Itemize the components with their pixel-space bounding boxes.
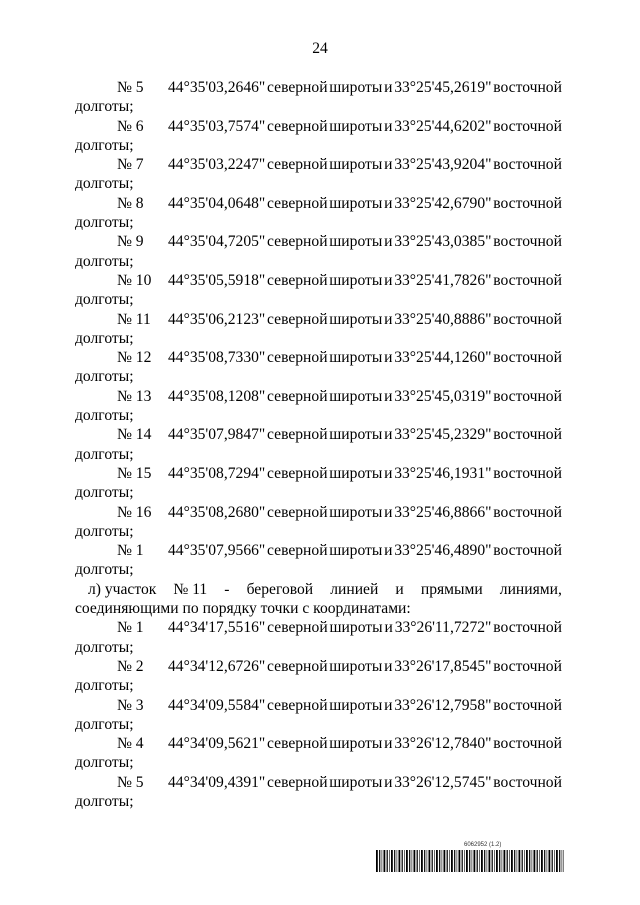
barcode-bar <box>449 850 450 872</box>
point-coordinates <box>168 503 562 522</box>
coordinate-word: северной <box>267 117 328 135</box>
page-number: 24 <box>312 40 328 57</box>
coordinate-word: широты <box>329 735 383 753</box>
point-coordinates <box>168 117 562 136</box>
point-number: № 10 <box>117 271 152 289</box>
coordinate-word: 33°25'43,9204" <box>394 156 492 174</box>
coordinate-word: 33°26'12,5745" <box>394 773 492 791</box>
point-number: № 1 <box>117 542 144 560</box>
barcode-bar <box>429 850 431 872</box>
coordinate-entry <box>75 541 562 580</box>
barcode-bar <box>552 850 553 872</box>
coordinate-word: 44°34'17,5516" <box>168 619 266 637</box>
point-number: № 7 <box>117 156 144 174</box>
coordinate-tail: долготы; <box>75 715 134 733</box>
coordinate-entry <box>75 657 562 696</box>
coordinate-word: широты <box>329 156 383 174</box>
barcode-bar <box>462 850 463 872</box>
coordinate-tail: долготы; <box>75 291 134 309</box>
coordinate-word: 44°34'09,4391" <box>168 773 266 791</box>
coordinate-entry <box>75 155 562 194</box>
coordinate-line <box>75 541 562 560</box>
coordinate-tail: долготы; <box>75 792 134 810</box>
coordinate-tail: долготы; <box>75 522 134 540</box>
barcode-bar <box>457 850 458 872</box>
coordinate-line <box>75 425 562 444</box>
coordinate-word: и <box>384 156 393 174</box>
barcode-bar <box>447 850 448 872</box>
barcode-bar <box>379 850 380 872</box>
coordinate-line <box>75 348 562 367</box>
coordinate-word: 33°25'44,6202" <box>394 117 492 135</box>
barcode-bar <box>532 850 533 872</box>
document-code: 6062952 (1.2) <box>464 842 502 848</box>
barcode-bar <box>474 850 476 872</box>
coordinate-word: 44°35'06,2123" <box>168 310 266 328</box>
point-coordinates <box>168 271 562 290</box>
coordinate-word: 44°35'08,2680" <box>168 503 266 521</box>
coordinate-entry <box>75 194 562 233</box>
point-number: № 12 <box>117 349 152 367</box>
coordinate-line <box>75 78 562 97</box>
coordinate-word: северной <box>267 156 328 174</box>
coordinate-tail: долготы; <box>75 175 134 193</box>
coordinate-word: восточной <box>493 464 562 482</box>
coordinate-word: 33°25'43,0385" <box>394 233 492 251</box>
barcode-bar <box>464 850 465 872</box>
coordinate-entry <box>75 425 562 464</box>
coordinate-line <box>75 773 562 792</box>
coordinate-word: 33°26'11,7272" <box>394 619 492 637</box>
barcode-bar <box>522 850 523 872</box>
coordinate-word: 33°25'45,2619" <box>394 79 492 96</box>
barcode-bar <box>489 850 491 872</box>
coordinate-word: 33°25'46,1931" <box>394 464 492 482</box>
paragraph-word: прямыми <box>420 580 483 598</box>
coordinate-line <box>75 194 562 213</box>
coordinate-word: 33°26'17,8545" <box>394 657 492 675</box>
barcode-bar <box>481 850 483 872</box>
coordinate-word: северной <box>267 194 328 212</box>
coordinate-word: северной <box>267 696 328 714</box>
coordinate-word: широты <box>329 619 383 637</box>
coordinate-word: северной <box>267 503 328 521</box>
barcode-bar <box>444 850 446 872</box>
barcode-bar <box>376 850 378 872</box>
coordinate-word: восточной <box>493 310 562 328</box>
coordinate-word: 33°25'40,8886" <box>394 310 492 328</box>
barcode-bar <box>419 850 420 872</box>
paragraph-word: л) участок <box>88 580 157 598</box>
coordinate-line <box>75 464 562 483</box>
point-coordinates <box>168 387 562 406</box>
barcode-bar <box>499 850 500 872</box>
coordinate-word: 44°35'03,2247" <box>168 156 266 174</box>
point-coordinates <box>168 696 562 715</box>
coordinate-word: 33°25'46,4890" <box>394 542 492 560</box>
coordinate-word: северной <box>267 735 328 753</box>
barcode-bar <box>394 850 395 872</box>
coordinate-word: 33°25'42,6790" <box>394 194 492 212</box>
coordinate-word: восточной <box>493 233 562 251</box>
coordinate-entry <box>75 310 562 349</box>
barcode-bar <box>547 850 548 872</box>
coordinate-word: и <box>384 310 393 328</box>
coordinate-word: широты <box>329 349 383 367</box>
barcode-bar <box>384 850 386 872</box>
barcode-bar <box>479 850 480 872</box>
coordinate-word: широты <box>329 233 383 251</box>
coordinate-word: и <box>384 79 393 96</box>
point-number: № 2 <box>117 657 144 675</box>
paragraph-word: и <box>395 580 404 598</box>
coordinate-word: и <box>384 773 393 791</box>
barcode-bar <box>564 850 565 872</box>
point-coordinates <box>168 232 562 251</box>
barcode-bar <box>451 850 453 872</box>
coordinate-word: 44°35'04,7205" <box>168 233 266 251</box>
coordinate-entry <box>75 232 562 271</box>
point-coordinates <box>168 78 562 97</box>
coordinate-word: восточной <box>493 503 562 521</box>
barcode-bar <box>391 850 393 872</box>
point-number: № 8 <box>117 194 144 212</box>
plot-paragraph <box>75 580 562 619</box>
coordinate-word: 33°25'45,2329" <box>394 426 492 444</box>
coordinate-word: и <box>384 349 393 367</box>
coordinate-word: 44°35'05,5918" <box>168 271 266 289</box>
barcode-bar <box>554 850 555 872</box>
barcode-bar <box>487 850 488 872</box>
barcode-bar <box>472 850 473 872</box>
coordinate-entry <box>75 117 562 156</box>
barcode-bar <box>436 850 438 872</box>
coordinate-word: и <box>384 117 393 135</box>
coordinate-list-group-1 <box>75 78 562 580</box>
point-number: № 16 <box>117 503 152 521</box>
coordinate-word: широты <box>329 542 383 560</box>
coordinate-entry <box>75 618 562 657</box>
coordinate-tail: долготы; <box>75 329 134 347</box>
coordinate-word: 33°26'12,7958" <box>394 696 492 714</box>
point-coordinates <box>168 155 562 174</box>
coordinate-line <box>75 155 562 174</box>
coordinate-word: северной <box>267 349 328 367</box>
barcode-bar <box>502 850 503 872</box>
barcode-bar <box>442 850 443 872</box>
coordinate-word: северной <box>267 79 328 96</box>
point-coordinates <box>168 657 562 676</box>
coordinate-word: 44°35'08,7294" <box>168 464 266 482</box>
barcode-bar <box>421 850 423 872</box>
coordinate-entry <box>75 464 562 503</box>
barcode-bar <box>544 850 545 872</box>
coordinate-line <box>75 657 562 676</box>
coordinate-word: и <box>384 464 393 482</box>
barcode-bar <box>417 850 418 872</box>
coordinate-word: восточной <box>493 773 562 791</box>
barcode-bar <box>541 850 543 872</box>
coordinate-word: широты <box>329 271 383 289</box>
barcode-bar <box>406 850 408 872</box>
coordinate-word: и <box>384 194 393 212</box>
coordinate-word: северной <box>267 773 328 791</box>
coordinate-word: 44°34'09,5621" <box>168 735 266 753</box>
point-coordinates <box>168 425 562 444</box>
coordinate-word: 33°25'46,8866" <box>394 503 492 521</box>
coordinate-word: 44°35'07,9847" <box>168 426 266 444</box>
coordinate-word: и <box>384 619 393 637</box>
coordinate-word: восточной <box>493 657 562 675</box>
coordinate-word: северной <box>267 426 328 444</box>
barcode-bar <box>526 850 528 872</box>
coordinate-tail: долготы; <box>75 561 134 579</box>
point-coordinates <box>168 348 562 367</box>
paragraph-word: береговой <box>246 580 314 598</box>
coordinate-word: и <box>384 233 393 251</box>
coordinate-word: 44°35'07,9566" <box>168 542 266 560</box>
coordinate-word: 33°26'12,7840" <box>394 735 492 753</box>
barcode-bar <box>399 850 401 872</box>
coordinate-entry <box>75 696 562 735</box>
barcode-bar <box>432 850 433 872</box>
barcode-bar <box>402 850 403 872</box>
coordinate-word: восточной <box>493 696 562 714</box>
barcode-bar <box>509 850 510 872</box>
paragraph-word: № 11 <box>173 580 208 598</box>
coordinate-word: широты <box>329 194 383 212</box>
coordinate-line <box>75 271 562 290</box>
coordinate-word: 33°25'45,0319" <box>394 387 492 405</box>
barcode-bar <box>529 850 530 872</box>
point-coordinates <box>168 464 562 483</box>
coordinate-word: и <box>384 387 393 405</box>
coordinate-word: северной <box>267 310 328 328</box>
coordinate-word: северной <box>267 233 328 251</box>
paragraph-word: линией <box>330 580 379 598</box>
coordinate-line <box>75 387 562 406</box>
barcode-bar <box>477 850 478 872</box>
coordinate-tail: долготы; <box>75 677 134 695</box>
barcode-bar <box>549 850 551 872</box>
barcode-bar <box>466 850 468 872</box>
coordinate-tail: долготы; <box>75 214 134 232</box>
coordinate-word: 33°25'44,1260" <box>394 349 492 367</box>
point-coordinates <box>168 541 562 560</box>
point-coordinates <box>168 194 562 213</box>
coordinate-list-group-2 <box>75 618 562 811</box>
coordinate-word: 44°34'12,6726" <box>168 657 266 675</box>
paragraph-first-line <box>75 580 562 599</box>
coordinate-word: широты <box>329 79 383 96</box>
barcode-bar <box>469 850 470 872</box>
coordinate-word: 44°35'08,7330" <box>168 349 266 367</box>
coordinate-word: и <box>384 696 393 714</box>
coordinate-word: широты <box>329 657 383 675</box>
coordinate-word: широты <box>329 696 383 714</box>
coordinate-word: восточной <box>493 619 562 637</box>
coordinate-word: восточной <box>493 542 562 560</box>
point-number: № 5 <box>117 79 144 96</box>
paragraph-continuation: соединяющими по порядку точки с координатами: <box>75 600 411 618</box>
coordinate-word: восточной <box>493 426 562 444</box>
barcode-bar <box>524 850 525 872</box>
coordinate-word: восточной <box>493 117 562 135</box>
coordinate-word: северной <box>267 657 328 675</box>
coordinate-word: 44°35'03,7574" <box>168 117 266 135</box>
point-coordinates <box>168 773 562 792</box>
coordinate-line <box>75 503 562 522</box>
coordinate-word: 44°35'04,0648" <box>168 194 266 212</box>
coordinate-word: восточной <box>493 194 562 212</box>
document-body <box>75 78 562 811</box>
point-number: № 6 <box>117 117 144 135</box>
barcode-bar <box>439 850 440 872</box>
barcode-bar <box>387 850 388 872</box>
point-coordinates <box>168 310 562 329</box>
coordinate-entry <box>75 734 562 773</box>
barcode-bar <box>484 850 485 872</box>
barcode-bar <box>454 850 455 872</box>
coordinate-word: и <box>384 271 393 289</box>
coordinate-word: северной <box>267 464 328 482</box>
point-number: № 15 <box>117 464 152 482</box>
coordinate-word: широты <box>329 773 383 791</box>
point-number: № 4 <box>117 735 144 753</box>
coordinate-word: и <box>384 542 393 560</box>
point-number: № 5 <box>117 773 144 791</box>
coordinate-word: северной <box>267 619 328 637</box>
coordinate-line <box>75 310 562 329</box>
coordinate-entry <box>75 271 562 310</box>
barcode-bar <box>414 850 416 872</box>
barcode-bar <box>412 850 413 872</box>
coordinate-line <box>75 117 562 136</box>
barcode-bar <box>534 850 536 872</box>
point-number: № 13 <box>117 387 152 405</box>
coordinate-word: широты <box>329 117 383 135</box>
point-number: № 9 <box>117 233 144 251</box>
barcode-bar <box>424 850 425 872</box>
coordinate-tail: долготы; <box>75 754 134 772</box>
barcode-bar <box>496 850 498 872</box>
barcode-bar <box>459 850 461 872</box>
barcode-bar <box>427 850 428 872</box>
barcode-bar <box>494 850 495 872</box>
barcode-bar <box>559 850 560 872</box>
coordinate-word: и <box>384 503 393 521</box>
coordinate-word: 44°34'09,5584" <box>168 696 266 714</box>
barcode-bar <box>434 850 435 872</box>
point-number: № 1 <box>117 619 144 637</box>
paragraph-word: - <box>224 580 230 598</box>
coordinate-word: и <box>384 657 393 675</box>
coordinate-line <box>75 618 562 637</box>
coordinate-word: широты <box>329 387 383 405</box>
coordinate-word: широты <box>329 503 383 521</box>
point-number: № 14 <box>117 426 152 444</box>
barcode-image <box>376 850 564 872</box>
coordinate-word: северной <box>267 271 328 289</box>
barcode-bar <box>504 850 506 872</box>
barcode-bar <box>517 850 518 872</box>
coordinate-word: и <box>384 735 393 753</box>
coordinate-word: широты <box>329 310 383 328</box>
coordinate-tail: долготы; <box>75 368 134 386</box>
point-number: № 3 <box>117 696 144 714</box>
coordinate-word: и <box>384 426 393 444</box>
barcode-bar <box>389 850 390 872</box>
barcode-bar <box>397 850 398 872</box>
coordinate-line <box>75 696 562 715</box>
coordinate-tail: долготы; <box>75 445 134 463</box>
point-coordinates <box>168 618 562 637</box>
barcode-bar <box>562 850 563 872</box>
coordinate-line <box>75 734 562 753</box>
coordinate-word: широты <box>329 464 383 482</box>
coordinate-tail: долготы; <box>75 98 134 116</box>
point-number: № 11 <box>117 310 151 328</box>
coordinate-entry <box>75 348 562 387</box>
coordinate-word: северной <box>267 387 328 405</box>
barcode-bar <box>556 850 558 872</box>
coordinate-tail: долготы; <box>75 638 134 656</box>
barcode-bar <box>537 850 538 872</box>
coordinate-word: 44°35'03,2646" <box>168 79 266 96</box>
coordinate-tail: долготы; <box>75 484 134 502</box>
barcode-bar <box>511 850 513 872</box>
coordinate-entry <box>75 503 562 542</box>
barcode-bar <box>539 850 540 872</box>
coordinate-word: восточной <box>493 735 562 753</box>
coordinate-entry <box>75 773 562 812</box>
coordinate-word: восточной <box>493 79 562 96</box>
coordinate-word: восточной <box>493 271 562 289</box>
coordinate-word: 44°35'08,1208" <box>168 387 266 405</box>
paragraph-word: линиями, <box>499 580 562 598</box>
coordinate-word: 33°25'41,7826" <box>394 271 492 289</box>
coordinate-word: широты <box>329 426 383 444</box>
coordinate-entry <box>75 78 562 117</box>
barcode-bar <box>492 850 493 872</box>
barcode-bar <box>507 850 508 872</box>
coordinate-tail: долготы; <box>75 136 134 154</box>
point-coordinates <box>168 734 562 753</box>
coordinate-word: восточной <box>493 156 562 174</box>
coordinate-tail: долготы; <box>75 407 134 425</box>
coordinate-tail: долготы; <box>75 252 134 270</box>
coordinate-word: восточной <box>493 349 562 367</box>
barcode-bar <box>404 850 405 872</box>
coordinate-word: северной <box>267 542 328 560</box>
barcode-bar <box>409 850 410 872</box>
coordinate-line <box>75 232 562 251</box>
barcode-bar <box>519 850 521 872</box>
coordinate-word: восточной <box>493 387 562 405</box>
barcode-bar <box>514 850 515 872</box>
barcode-bar <box>382 850 383 872</box>
coordinate-entry <box>75 387 562 426</box>
